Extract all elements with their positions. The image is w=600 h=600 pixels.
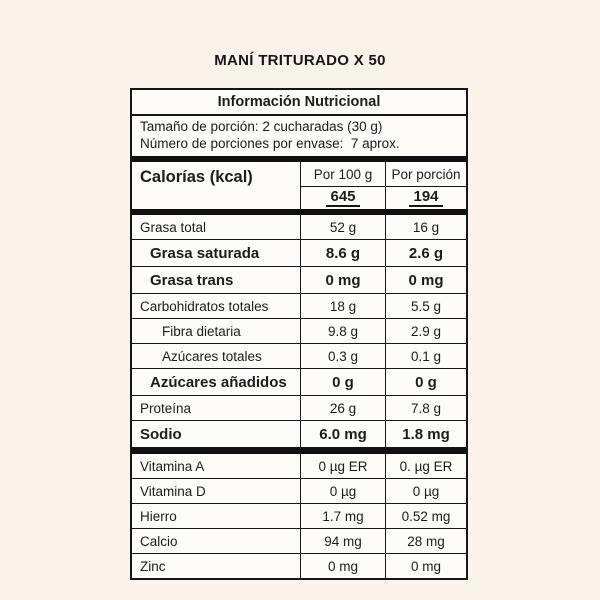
nutrient-value-per-100g: 8.6 g bbox=[300, 240, 385, 266]
nutrient-label: Sodio bbox=[140, 426, 182, 443]
nutrient-value-per-portion: 2.6 g bbox=[385, 240, 466, 266]
nutrient-row-grasa-trans bbox=[132, 267, 466, 294]
nutrient-row-azucares-anadidos bbox=[132, 369, 466, 396]
nutrient-row-carbohidratos bbox=[132, 294, 466, 319]
nutrient-label: Grasa saturada bbox=[150, 245, 260, 262]
calories-section bbox=[132, 162, 466, 209]
page-title: MANÍ TRITURADO X 50 bbox=[214, 52, 386, 69]
nutrient-label: Azúcares añadidos bbox=[150, 374, 287, 391]
nutrient-value-per-100g: 0 µg ER bbox=[300, 454, 385, 478]
calories-columns bbox=[300, 162, 466, 209]
calories-value-per-portion: 194 bbox=[385, 187, 466, 209]
table-title: Información Nutricional bbox=[132, 90, 466, 116]
calories-value-per-100g: 645 bbox=[300, 187, 385, 209]
nutrient-value-per-portion: 0 mg bbox=[385, 267, 466, 293]
nutrient-label: Grasa total bbox=[140, 220, 207, 235]
nutrient-row-grasa-saturada bbox=[132, 240, 466, 267]
column-header-per-portion: Por porción bbox=[385, 162, 466, 186]
nutrient-label: Azúcares totales bbox=[162, 349, 262, 364]
nutrient-value-per-portion: 0 mg bbox=[385, 554, 466, 578]
nutrient-value-per-100g: 0 g bbox=[300, 369, 385, 395]
nutrient-value-per-100g: 9.8 g bbox=[300, 319, 385, 343]
nutrient-value-per-100g: 0 µg bbox=[300, 479, 385, 503]
nutrient-value-per-100g: 0.3 g bbox=[300, 344, 385, 368]
nutrient-value-per-100g: 0 mg bbox=[300, 554, 385, 578]
calories-label: Calorías (kcal) bbox=[140, 168, 253, 186]
nutrient-value-per-portion: 0. µg ER bbox=[385, 454, 466, 478]
column-headers-row bbox=[300, 162, 466, 187]
nutrient-row-vitamina-a bbox=[132, 454, 466, 479]
nutrient-value-per-100g: 1.7 mg bbox=[300, 504, 385, 528]
nutrient-value-per-portion: 0.1 g bbox=[385, 344, 466, 368]
nutrient-value-per-portion: 16 g bbox=[385, 215, 466, 239]
nutrient-value-per-100g: 0 mg bbox=[300, 267, 385, 293]
nutrient-label: Fibra dietaria bbox=[162, 324, 241, 339]
nutrient-row-azucares-totales bbox=[132, 344, 466, 369]
calories-values-row bbox=[300, 187, 466, 209]
nutrient-label: Vitamina D bbox=[140, 484, 206, 499]
nutrient-label: Grasa trans bbox=[150, 272, 234, 289]
nutrient-value-per-100g: 94 mg bbox=[300, 529, 385, 553]
nutrient-row-zinc bbox=[132, 554, 466, 578]
nutrient-value-per-portion: 0.52 mg bbox=[385, 504, 466, 528]
nutrient-row-hierro bbox=[132, 504, 466, 529]
nutrient-label: Vitamina A bbox=[140, 459, 205, 474]
nutrient-value-per-100g: 6.0 mg bbox=[300, 421, 385, 447]
nutrient-value-per-portion: 2.9 g bbox=[385, 319, 466, 343]
column-header-per-100g: Por 100 g bbox=[300, 162, 385, 186]
nutrient-label: Proteína bbox=[140, 401, 192, 416]
nutrient-value-per-portion: 7.8 g bbox=[385, 396, 466, 420]
serving-size-line: Tamaño de porción: 2 cucharadas (30 g) bbox=[140, 119, 383, 134]
nutrient-value-per-portion: 5.5 g bbox=[385, 294, 466, 318]
nutrient-row-vitamina-d bbox=[132, 479, 466, 504]
servings-per-container-line: Número de porciones por envase: 7 aprox. bbox=[140, 136, 400, 151]
nutrient-value-per-portion: 28 mg bbox=[385, 529, 466, 553]
nutrient-row-sodio bbox=[132, 421, 466, 448]
nutrient-value-per-100g: 52 g bbox=[300, 215, 385, 239]
nutrient-row-grasa-total bbox=[132, 215, 466, 240]
nutrient-value-per-portion: 0 µg bbox=[385, 479, 466, 503]
nutrient-row-fibra-dietaria bbox=[132, 319, 466, 344]
nutrient-label: Hierro bbox=[140, 509, 177, 524]
nutrient-value-per-portion: 1.8 mg bbox=[385, 421, 466, 447]
nutrient-row-calcio bbox=[132, 529, 466, 554]
nutrient-label: Zinc bbox=[140, 559, 166, 574]
nutrient-row-proteina bbox=[132, 396, 466, 421]
nutrient-value-per-100g: 18 g bbox=[300, 294, 385, 318]
nutrition-label-table bbox=[130, 88, 468, 580]
nutrient-value-per-100g: 26 g bbox=[300, 396, 385, 420]
nutrient-value-per-portion: 0 g bbox=[385, 369, 466, 395]
nutrient-label: Carbohidratos totales bbox=[140, 299, 269, 314]
nutrient-label: Calcio bbox=[140, 534, 178, 549]
